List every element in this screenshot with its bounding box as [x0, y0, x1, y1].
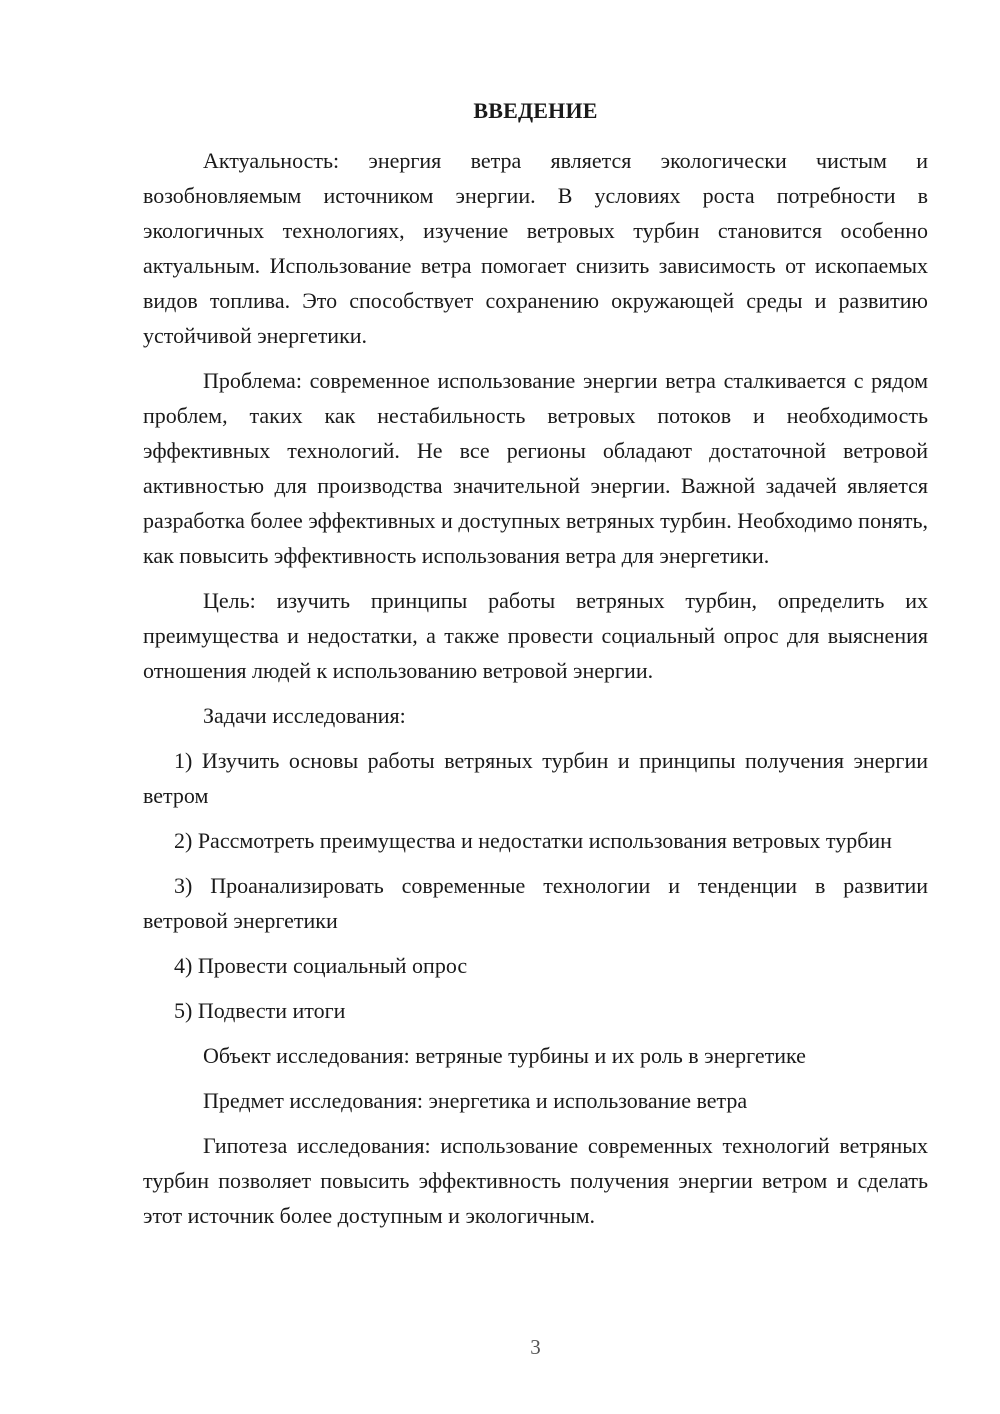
relevance-paragraph: Актуальность: энергия ветра является экологически чистым и возобновляемым источником энергии. В условиях роста потребности в экологичных технологиях, изучение ветровых турбин становится особенно актуальным. Использование ветра помогает снизить зависимость от ископаемых видов топлива. Это способствует сохранению окружающей среды и развитию устойчивой энергетики. — [143, 148, 928, 348]
section-title: ВВЕДЕНИЕ — [473, 98, 598, 123]
tasks-heading: Задачи исследования: — [203, 703, 406, 728]
document-page — [143, 0, 928, 1414]
task-item-2: 2) Рассмотреть преимущества и недостатки использования ветровых турбин — [174, 828, 892, 853]
research-hypothesis: Гипотеза исследования: использование современных технологий ветряных турбин позволяет повысить эффективность получения энергии ветром и сделать этот источник более доступным и экологичным. — [143, 1133, 928, 1228]
task-item-4: 4) Провести социальный опрос — [174, 953, 468, 978]
problem-paragraph: Проблема: современное использование энергии ветра сталкивается с рядом проблем, таких как нестабильность ветровых потоков и необходимость эффективных технологий. Не все регионы обладают достаточной ветровой активностью для производства значительной энергии. Важной задачей является разработка более эффективных и доступных ветряных турбин. Необходимо понять, как повысить эффективность использования ветра для энергетики. — [143, 368, 928, 568]
task-item-1: 1) Изучить основы работы ветряных турбин и принципы получения энергии ветром — [143, 748, 928, 808]
research-object: Объект исследования: ветряные турбины и их роль в энергетике — [203, 1043, 806, 1068]
body-text — [143, 143, 928, 1243]
research-subject: Предмет исследования: энергетика и использование ветра — [203, 1088, 748, 1113]
task-item-5: 5) Подвести итоги — [174, 998, 346, 1023]
goal-paragraph: Цель: изучить принципы работы ветряных турбин, определить их преимущества и недостатки, а также провести социальный опрос для выяснения отношения людей к использованию ветровой энергии. — [143, 588, 928, 683]
task-item-3: 3) Проанализировать современные технологии и тенденции в развитии ветровой энергетики — [143, 873, 928, 933]
page-number: 3 — [530, 1335, 541, 1359]
